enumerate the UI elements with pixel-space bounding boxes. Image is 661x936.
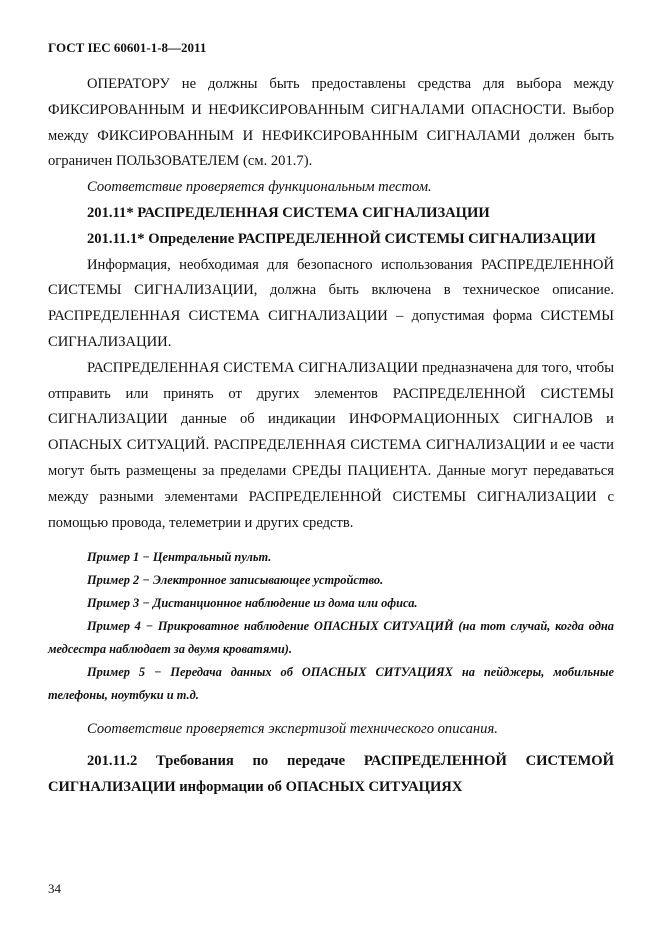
paragraph-compliance-functional-test: Соответствие проверяется функциональным тестом.: [87, 179, 432, 196]
example-1: Пример 1 − Центральный пульт.: [87, 550, 272, 565]
page-number: 34: [48, 881, 61, 896]
example-4: Пример 4 − Прикроватное наблюдение ОПАСНЫХ СИТУАЦИЙ (на тот случай, когда одна медсестра наблюдает за двумя кроватями).: [48, 619, 614, 657]
section-heading-201-11-2: 201.11.2 Требования по передаче РАСПРЕДЕЛЕННОЙ СИСТЕМОЙ СИГНАЛИЗАЦИИ информации об ОПАСНЫХ СИТУАЦИЯХ: [48, 753, 614, 795]
paragraph-distributed-system-purpose: РАСПРЕДЕЛЕННАЯ СИСТЕМА СИГНАЛИЗАЦИИ предназначена для того, чтобы отправить или принять от других элементов РАСПРЕДЕЛЕННОЙ СИСТЕМЫ СИГНАЛИЗАЦИИ данные об индикации ИНФОРМАЦИОННЫХ СИГНАЛОВ и ОПАСНЫХ СИТУАЦИЙ. РАСПРЕДЕЛЕННАЯ СИСТЕМА СИГНАЛИЗАЦИИ и ее части могут быть размещены за пределами СРЕДЫ ПАЦИЕНТА. Данные могут передаваться между разными элементами РАСПРЕДЕЛЕННОЙ СИСТЕМЫ СИГНАЛИЗАЦИИ с помощью провода, телеметрии и других средств.: [48, 359, 614, 531]
paragraph-information-required: Информация, необходимая для безопасного использования РАСПРЕДЕЛЕННОЙ СИСТЕМЫ СИГНАЛИЗАЦИИ, должна быть включена в техническое описание. РАСПРЕДЕЛЕННАЯ СИСТЕМА СИГНАЛИЗАЦИИ – допустимая форма СИСТЕМЫ СИГНАЛИЗАЦИИ.: [48, 256, 614, 350]
paragraph-operator-selection: ОПЕРАТОРУ не должны быть предоставлены средства для выбора между ФИКСИРОВАННЫМ И НЕФИКСИРОВАННЫМ СИГНАЛАМИ ОПАСНОСТИ. Выбор между ФИКСИРОВАННЫМ И НЕФИКСИРОВАННЫМ СИГНАЛАМИ должен быть ограничен ПОЛЬЗОВАТЕЛЕМ (см. 201.7).: [48, 76, 614, 170]
example-2: Пример 2 − Электронное записывающее устройство.: [87, 573, 384, 588]
document-page: [48, 40, 614, 801]
section-heading-201-11: 201.11* РАСПРЕДЕЛЕННАЯ СИСТЕМА СИГНАЛИЗАЦИИ: [87, 204, 490, 221]
example-3: Пример 3 − Дистанционное наблюдение из дома или офиса.: [87, 596, 418, 611]
example-5: Пример 5 − Передача данных об ОПАСНЫХ СИТУАЦИЯХ на пейджеры, мобильные телефоны, ноутбуки и т.д.: [48, 665, 614, 703]
paragraph-compliance-expertise: Соответствие проверяется экспертизой технического описания.: [87, 721, 498, 738]
document-header: ГОСТ IEC 60601-1-8—2011: [48, 40, 207, 55]
section-heading-201-11-1: 201.11.1* Определение РАСПРЕДЕЛЕННОЙ СИСТЕМЫ СИГНАЛИЗАЦИИ: [87, 230, 596, 247]
